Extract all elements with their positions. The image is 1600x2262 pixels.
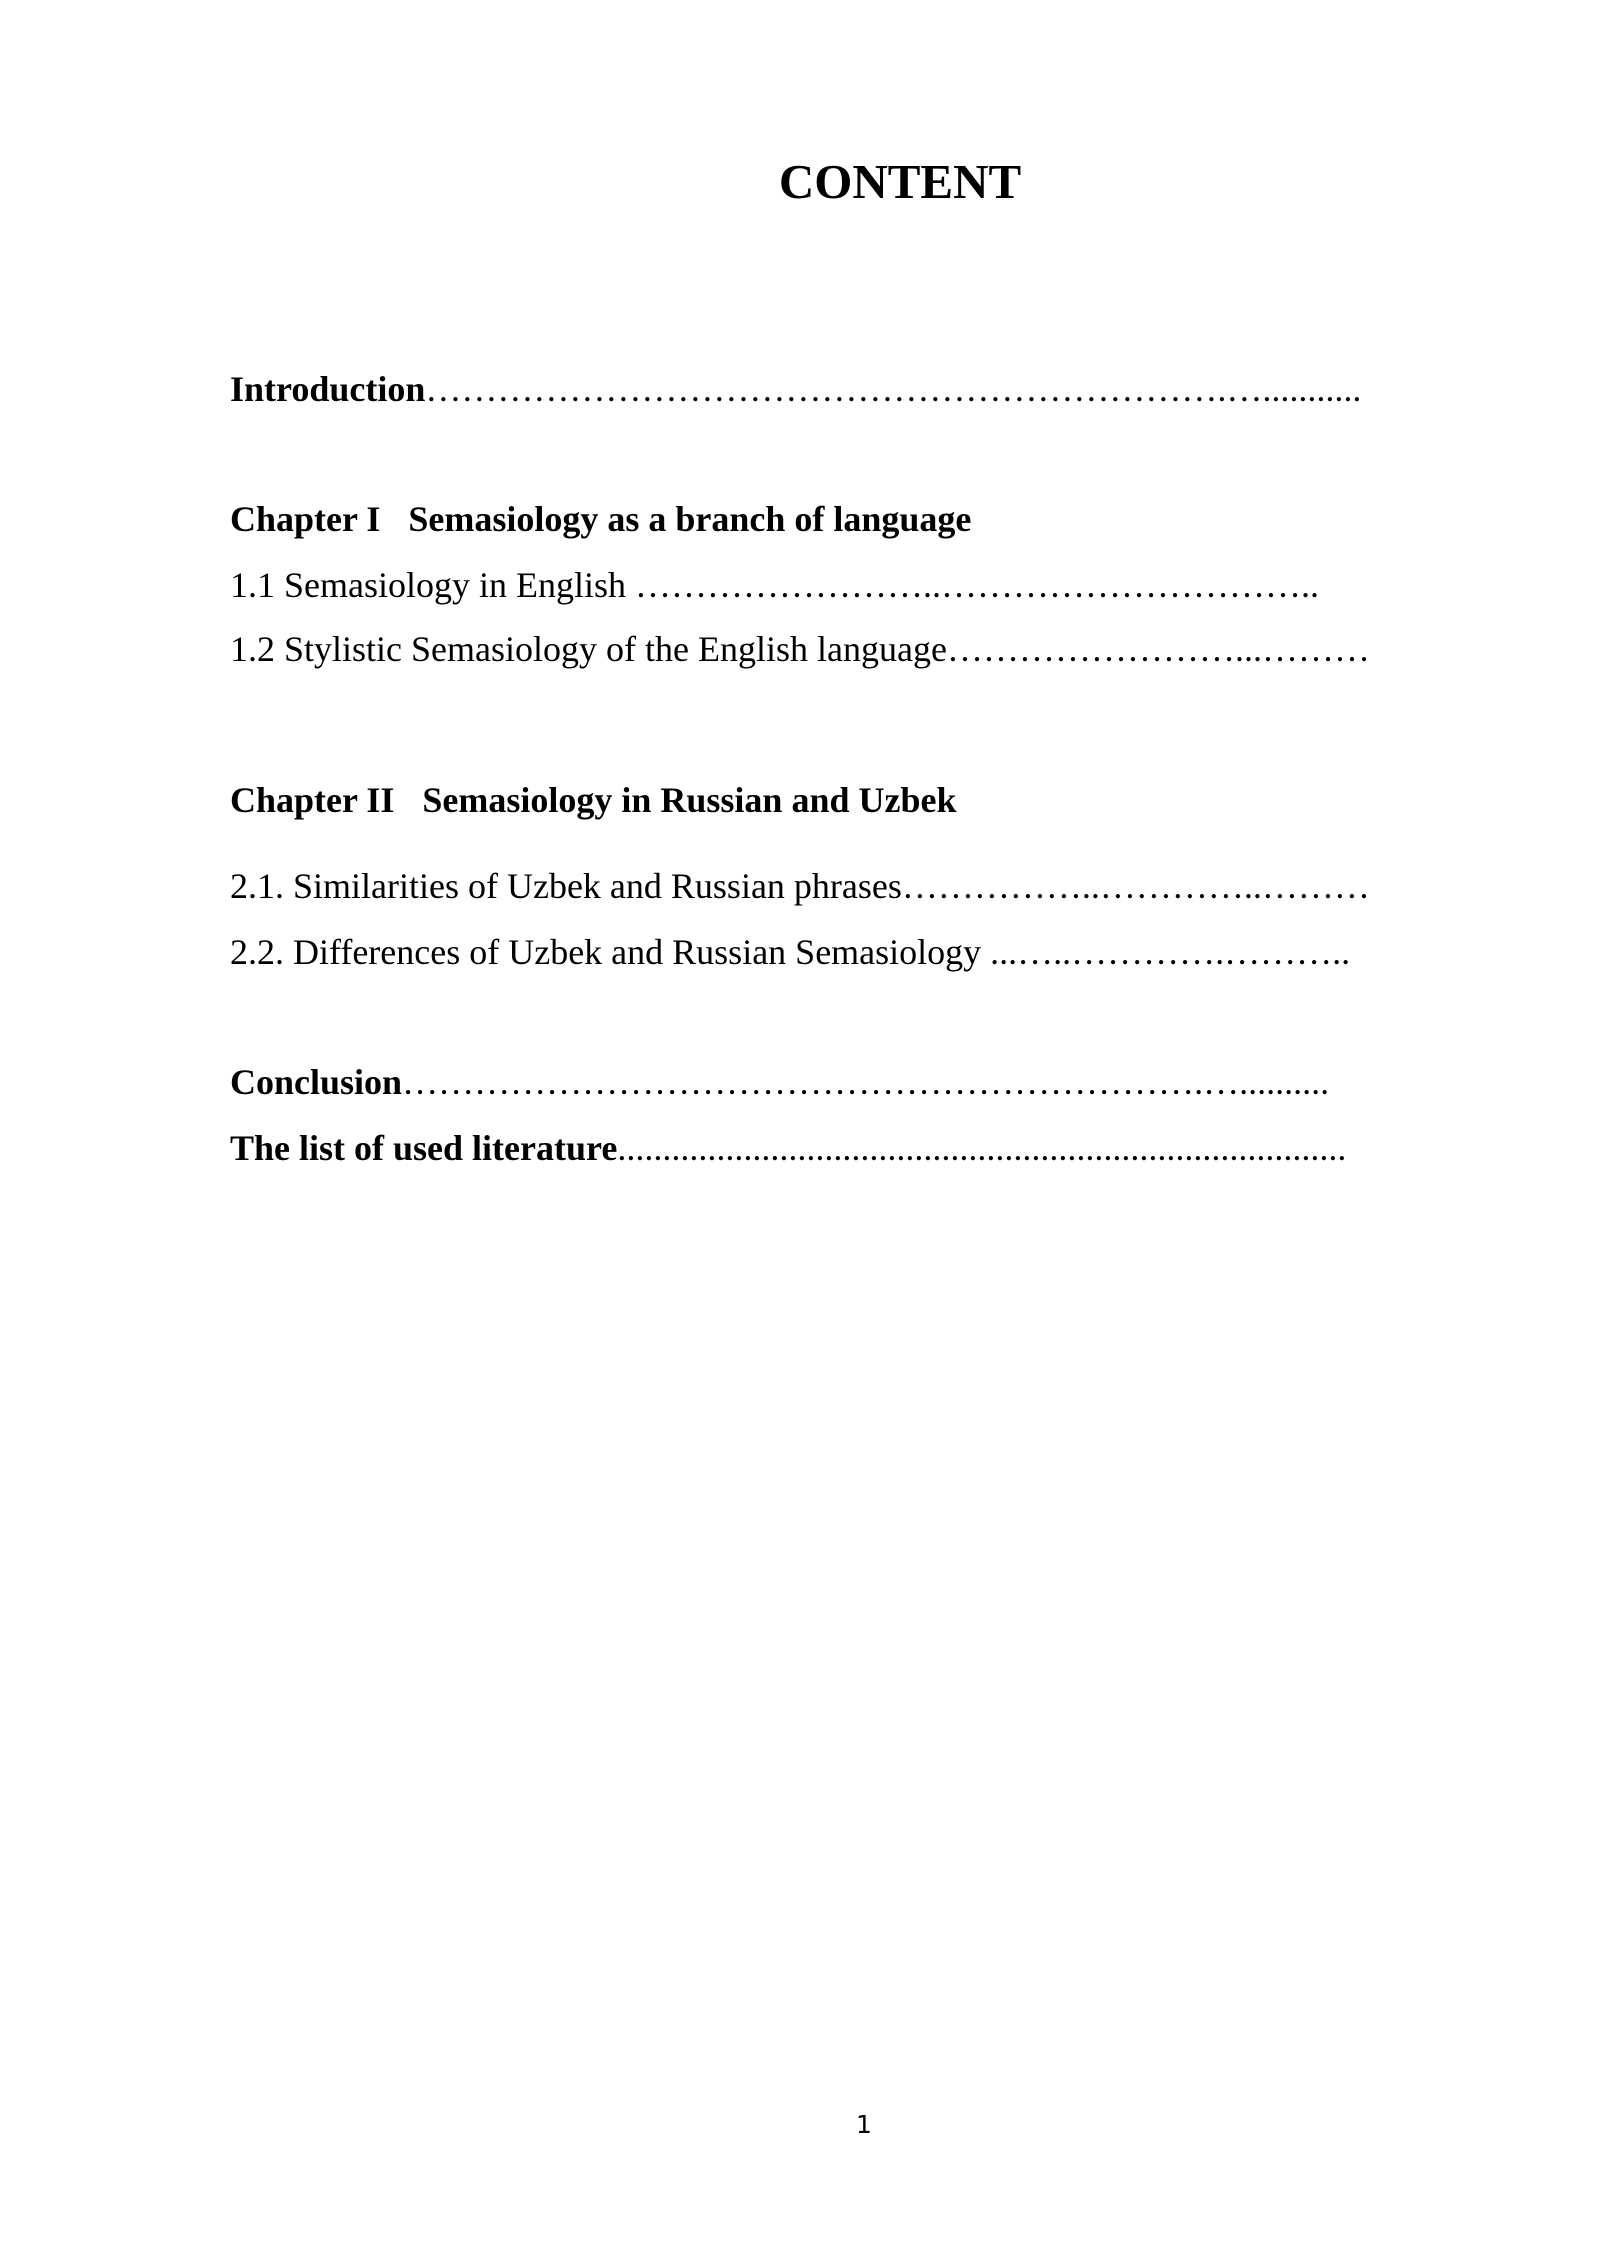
toc-label-literature: The list of used literature: [230, 1128, 618, 1168]
toc-entry-1-1: [230, 563, 1319, 607]
toc-entry-literature: [230, 1126, 1346, 1170]
toc-entry-2-2: [230, 930, 1350, 974]
toc-section-text: 2.2. Differences of Uzbek and Russian Semasiology: [230, 932, 982, 972]
toc-leader: ……………..…………..………: [901, 866, 1370, 906]
toc-label-introduction: Introduction: [230, 369, 426, 409]
toc-entry-2-1: [230, 864, 1370, 908]
page-title: CONTENT: [778, 154, 1022, 209]
toc-entry-introduction: [230, 367, 1361, 411]
toc-chapter-1-heading: [230, 497, 971, 541]
chapter-1-number: Chapter I: [230, 499, 381, 539]
toc-section-text: 1.2 Stylistic Semasiology of the English language: [230, 629, 947, 669]
toc-leader: ...…..………….………..: [981, 932, 1351, 972]
toc-entry-conclusion: [230, 1060, 1329, 1104]
toc-leader: ……………………...………: [946, 629, 1370, 669]
toc-section-text: 1.1 Semasiology in English: [230, 565, 626, 605]
toc-label-conclusion: Conclusion: [230, 1062, 403, 1102]
chapter-1-title: Semasiology as a branch of language: [408, 499, 972, 539]
toc-entry-1-2: [230, 627, 1370, 671]
toc-leader-conclusion: ………………………………………………………….…..........: [402, 1062, 1330, 1102]
toc-leader-introduction: ………………………………………………………….…...........: [425, 369, 1362, 409]
page-number: 1: [856, 2110, 872, 2139]
toc-leader: ……………………..…………………………..: [626, 565, 1319, 605]
toc-section-text: 2.1. Similarities of Uzbek and Russian phrases: [230, 866, 902, 906]
chapter-2-number: Chapter II: [230, 780, 395, 820]
toc-leader-literature: .................................................................................: [617, 1128, 1347, 1168]
chapter-2-title: Semasiology in Russian and Uzbek: [422, 780, 957, 820]
toc-chapter-2-heading: [230, 778, 957, 822]
